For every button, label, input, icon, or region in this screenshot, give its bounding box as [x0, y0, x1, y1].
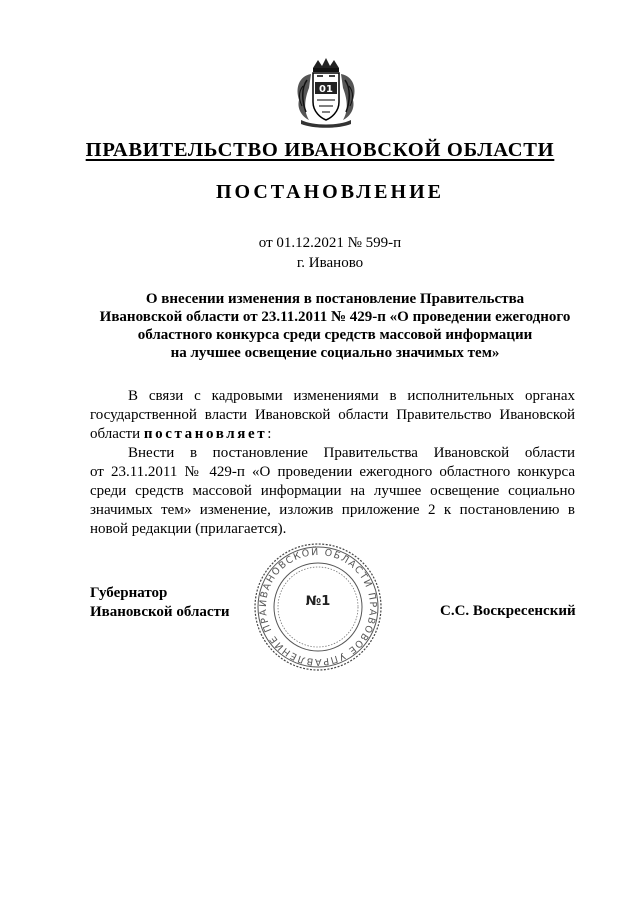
preamble-paragraph	[90, 387, 575, 444]
subject-line: Ивановской области от 23.11.2011 № 429-п «О проведении ежегодного	[99, 309, 571, 325]
resolution-paragraph	[90, 444, 575, 539]
coat-of-arms-icon	[293, 58, 359, 128]
document-type: ПОСТАНОВЛЕНИЕ	[216, 181, 444, 203]
organization-title: ПРАВИТЕЛЬСТВО ИВАНОВСКОЙ ОБЛАСТИ	[85, 139, 555, 161]
preamble-line: В связи с кадровыми изменениями в исполнительных органах	[128, 388, 575, 404]
decree-keyword: постановляет	[143, 426, 268, 442]
resolution-line: новой редакции (прилагается).	[90, 521, 287, 537]
document-subject	[95, 290, 575, 362]
resolution-line: значимых тем» изменение, изложив приложение 2 к постановлению в	[90, 502, 575, 518]
subject-line: на лучшее освещение социально значимых тем»	[170, 345, 500, 361]
signatory-position	[90, 584, 230, 622]
subject-line: областного конкурса среди средств массовой информации	[137, 327, 533, 343]
position-line: Губернатор	[90, 585, 168, 601]
city: г. Иваново	[296, 255, 364, 271]
seal-number: №1	[305, 594, 331, 609]
date-number: от 01.12.2021 № 599-п	[258, 235, 402, 251]
resolution-line: среди средств массовой информации на лучшее освещение социально	[90, 483, 575, 499]
signatory-name: С.С. Воскресенский	[440, 603, 576, 619]
position-line: Ивановской области	[90, 604, 230, 620]
seal-text: ИВАНОВСКОЙ ОБЛАСТИ ПРАВОВОЕ УПРАВЛЕНИЕ ПРА	[257, 546, 379, 668]
preamble-prefix: области	[90, 426, 144, 442]
resolution-line: Внести в постановление Правительства Ивановской области	[128, 445, 575, 461]
svg-text:01: 01	[319, 84, 333, 95]
preamble-line-3	[90, 425, 575, 444]
subject-line: О внесении изменения в постановление Правительства	[145, 291, 525, 307]
resolution-line: от 23.11.2011 № 429-п «О проведении ежегодного областного конкурса	[90, 464, 575, 480]
preamble-line: государственной власти Ивановской области Правительство Ивановской	[90, 407, 575, 423]
official-seal-icon	[243, 541, 393, 673]
preamble-colon: :	[267, 426, 272, 442]
